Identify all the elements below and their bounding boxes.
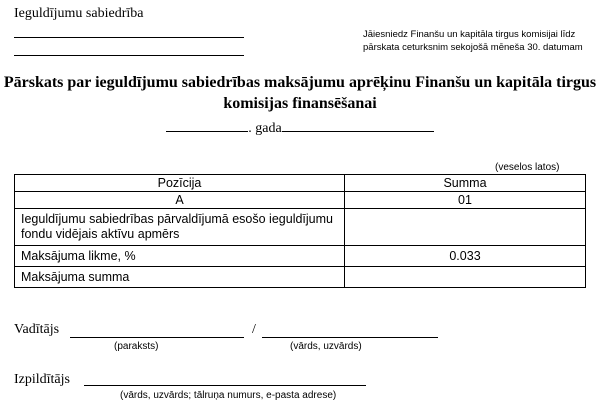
year-blank [166,131,248,132]
manager-signature-line [70,337,244,338]
row-position: Maksājuma likme, % [15,246,345,267]
signature-separator: / [252,322,256,337]
table-row [15,246,586,267]
header-amount: Summa [345,175,586,192]
year-row [0,121,600,137]
units-note: (veselos latos) [495,162,560,173]
table-code-row [15,192,586,209]
company-name-line-1 [14,37,244,38]
row-position: Maksājuma summa [15,267,345,288]
table-row [15,267,586,288]
executor-line [84,385,366,386]
row-amount [345,267,586,288]
header-position: Pozīcija [15,175,345,192]
manager-label: Vadītājs [14,322,60,337]
report-title: Pārskats par ieguldījumu sabiedrības maksājumu aprēķinu Finanšu un kapitāla tirgus komisijas finansēšanai [3,74,597,112]
table-row [15,209,586,246]
manager-name-line [262,337,438,338]
company-label: Ieguldījumu sabiedrība [14,6,144,21]
company-name-line-2 [14,55,244,56]
row-amount: 0.033 [345,246,586,267]
row-amount [345,209,586,246]
executor-caption: (vārds, uzvārds; tālruņa numurs, e-pasta adrese) [120,390,337,401]
submission-deadline-note: Jāiesniedz Finanšu un kapitāla tirgus komisijai līdz pārskata ceturksnim sekojošā mēneša 30. datumam [363,29,583,53]
table-header-row [15,175,586,192]
code-position: A [15,192,345,209]
code-amount: 01 [345,192,586,209]
payment-calculation-table [14,174,586,288]
year-suffix: . gada [248,121,282,136]
period-blank [282,131,434,132]
executor-label: Izpildītājs [14,372,70,387]
row-position: Ieguldījumu sabiedrības pārvaldījumā esošo ieguldījumu fondu vidējais aktīvu apmērs [15,209,345,246]
name-caption: (vārds, uzvārds) [290,341,362,352]
signature-caption: (paraksts) [114,341,159,352]
